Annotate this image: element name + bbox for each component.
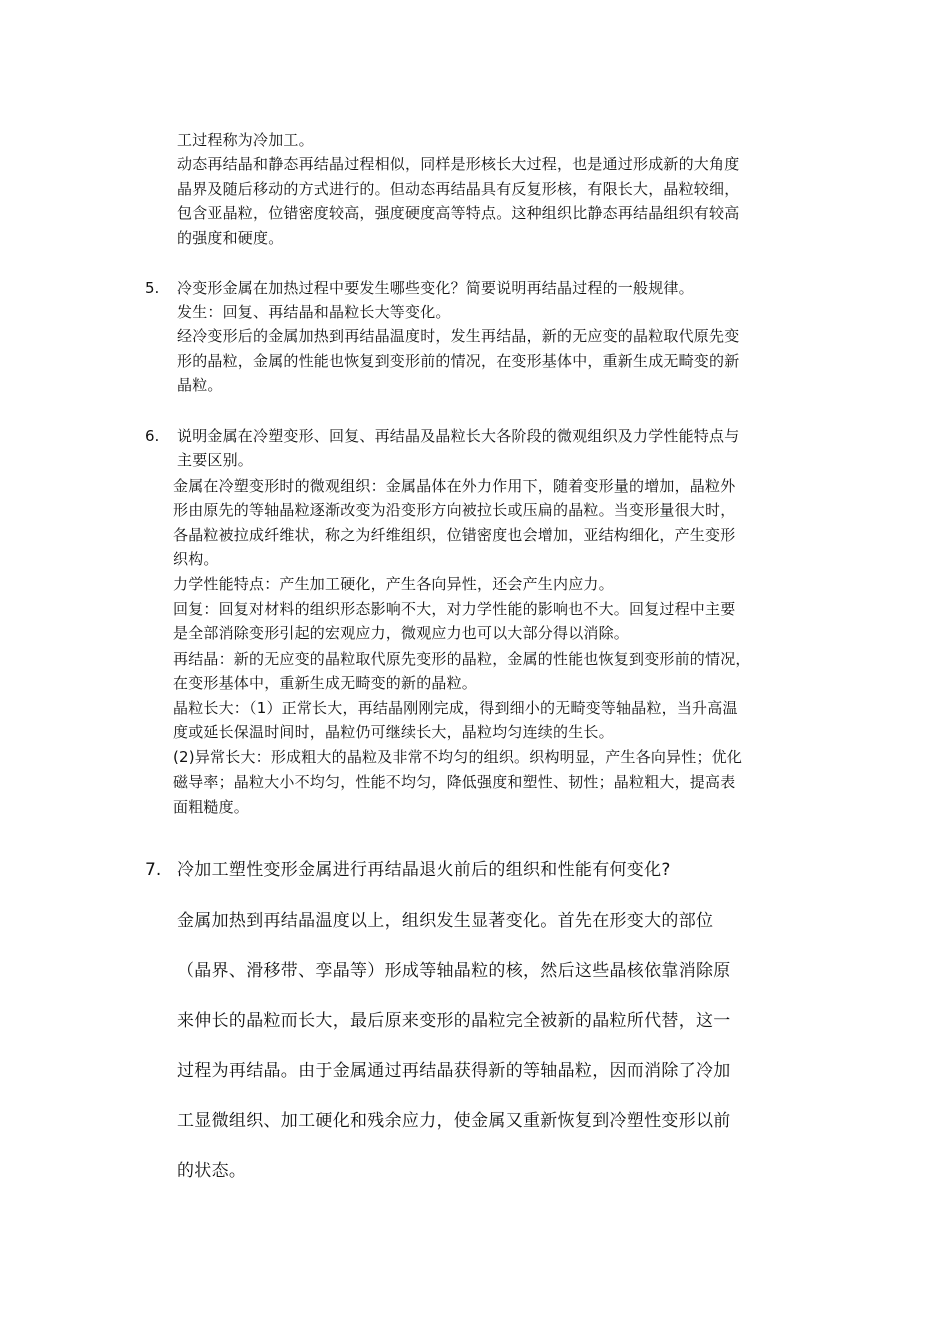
intro-line: 晶界及随后移动的方式进行的。但动态再结晶具有反复形核，有限长大，晶粒较细，: [177, 180, 740, 198]
question-6-number: 6.: [145, 427, 160, 445]
question-5-answer-line: 晶粒。: [177, 376, 223, 394]
question-5-text: 冷变形金属在加热过程中要发生哪些变化？简要说明再结晶过程的一般规律。: [177, 279, 694, 297]
question-6-answer-line: 是全部消除变形引起的宏观应力，微观应力也可以大部分得以消除。: [173, 624, 630, 642]
question-6-answer-line: 回复：回复对材料的组织形态影响不大，对力学性能的影响也不大。回复过程中主要: [173, 600, 736, 618]
question-6-answer-line: 各晶粒被拉成纤维状，称之为纤维组织，位错密度也会增加，亚结构细化，产生变形: [173, 526, 736, 544]
question-6-text: 说明金属在冷塑变形、回复、再结晶及晶粒长大各阶段的微观组织及力学性能特点与: [177, 427, 740, 445]
intro-line: 包含亚晶粒，位错密度较高，强度硬度高等特点。这种组织比静态再结晶组织有较高: [177, 204, 740, 222]
question-7-answer-line: 金属加热到再结晶温度以上，组织发生显著变化。首先在形变大的部位: [177, 911, 714, 931]
question-5-answer-line: 形的晶粒，金属的性能也恢复到变形前的情况，在变形基体中，重新生成无畸变的新: [177, 352, 740, 370]
question-7-text: 冷加工塑性变形金属进行再结晶退火前后的组织和性能有何变化?: [177, 860, 671, 880]
question-5-answer-line: 经冷变形后的金属加热到再结晶温度时，发生再结晶，新的无应变的晶粒取代原先变: [177, 327, 740, 345]
question-7-answer-line: 工显微组织、加工硬化和残余应力，使金属又重新恢复到冷塑性变形以前: [177, 1111, 731, 1131]
question-6-answer-line: 磁导率；晶粒大小不均匀，性能不均匀，降低强度和塑性、韧性；晶粒粗大，提高表: [173, 773, 736, 791]
question-6-answer-line: 在变形基体中，重新生成无畸变的新的晶粒。: [173, 674, 478, 692]
question-6-answer-line: 度或延长保温时间时，晶粒仍可继续长大，晶粒均匀连续的生长。: [173, 723, 614, 741]
question-6-answer-line: 面粗糙度。: [173, 798, 250, 816]
intro-line: 动态再结晶和静态再结晶过程相似，同样是形核长大过程，也是通过形成新的大角度: [177, 155, 740, 173]
question-5-answer-line: 发生：回复、再结晶和晶粒长大等变化。: [177, 303, 451, 321]
question-7-answer-line: （晶界、滑移带、孪晶等）形成等轴晶粒的核，然后这些晶核依靠消除原: [177, 961, 731, 981]
question-6-answer-line: 晶粒长大：（1）正常长大，再结晶刚刚完成，得到细小的无畸变等轴晶粒，当升高温: [173, 699, 738, 717]
question-7-number: 7.: [145, 860, 162, 880]
intro-line: 工过程称为冷加工。: [177, 131, 314, 149]
intro-line: 的强度和硬度。: [177, 229, 284, 247]
question-6-answer-line: 再结晶：新的无应变的晶粒取代原先变形的晶粒，金属的性能也恢复到变形前的情况，: [173, 650, 751, 668]
question-6-answer-line: 织构。: [173, 550, 219, 568]
question-6-answer-line: 形由原先的等轴晶粒逐渐改变为沿变形方向被拉长或压扁的晶粒。当变形量很大时，: [173, 501, 736, 519]
question-7-answer-line: 的状态。: [177, 1161, 247, 1181]
question-6-answer-line: 金属在冷塑变形时的微观组织：金属晶体在外力作用下，随着变形量的增加，晶粒外: [173, 477, 736, 495]
question-5-number: 5.: [145, 279, 160, 297]
question-6-answer-line: 力学性能特点：产生加工硬化，产生各向异性，还会产生内应力。: [173, 575, 614, 593]
question-6-answer-line: (2)异常长大：形成粗大的晶粒及非常不均匀的组织。织构明显，产生各向异性；优化: [173, 748, 743, 766]
question-6-text: 主要区别。: [177, 451, 254, 469]
question-7-answer-line: 来伸长的晶粒而长大，最后原来变形的晶粒完全被新的晶粒所代替，这一: [177, 1011, 731, 1031]
question-7-answer-line: 过程为再结晶。由于金属通过再结晶获得新的等轴晶粒，因而消除了冷加: [177, 1061, 731, 1081]
